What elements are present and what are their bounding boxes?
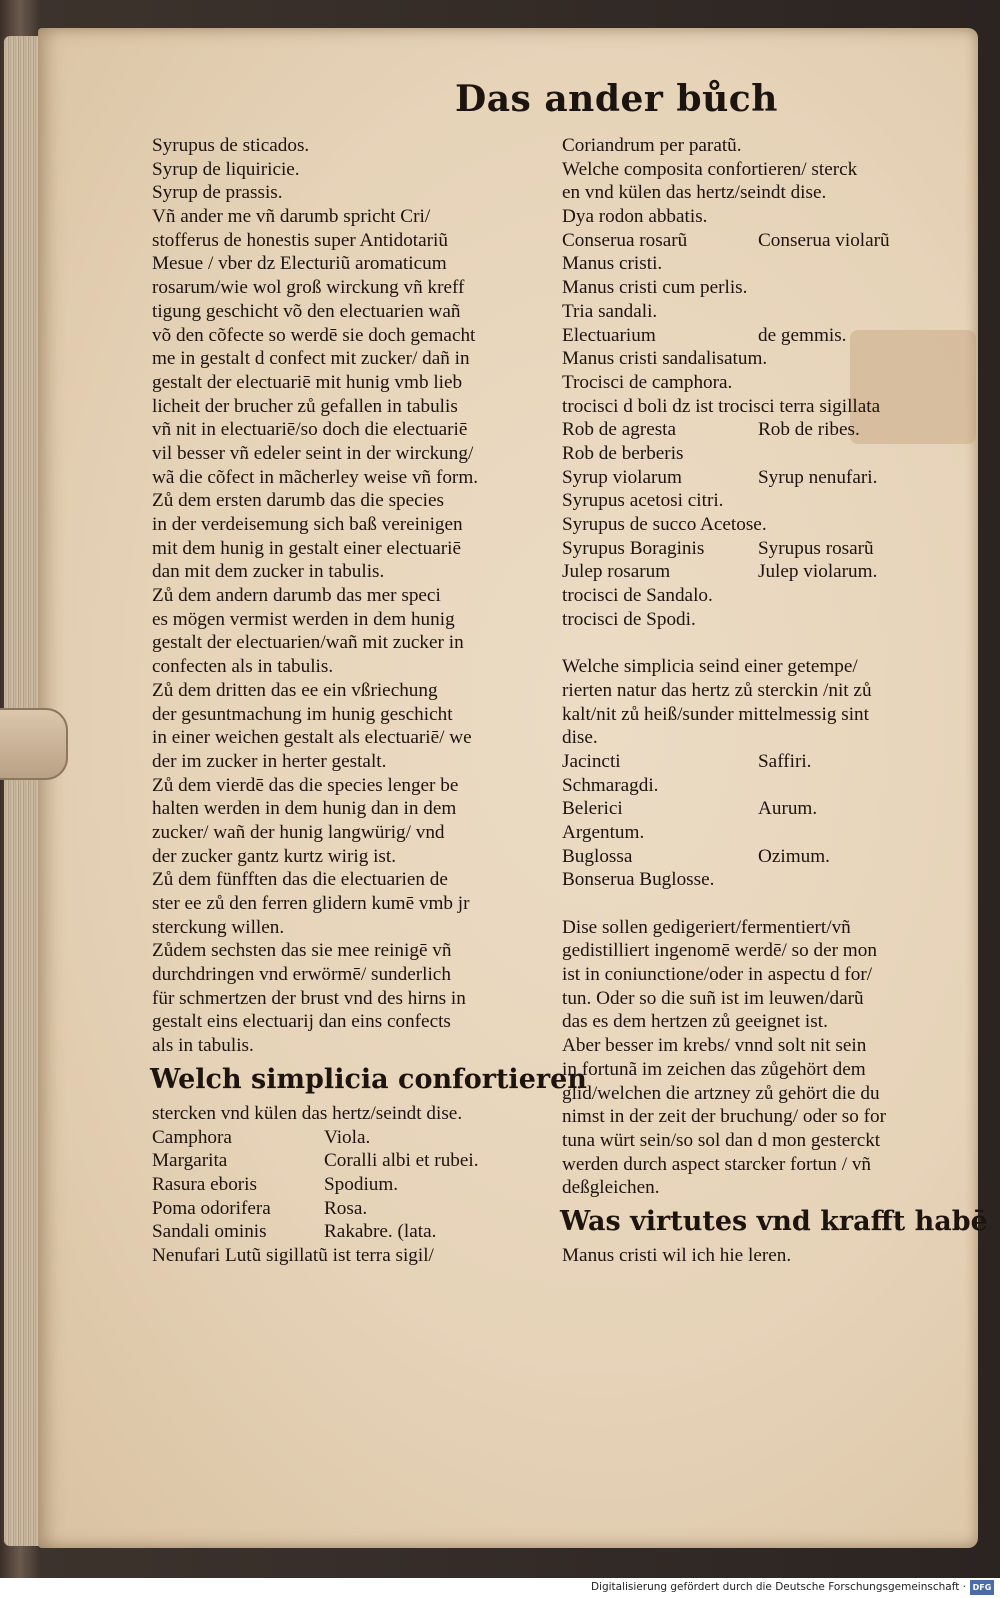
- list-item: [152, 1197, 540, 1221]
- item-second: Rosa.: [324, 1197, 368, 1219]
- text-line: trocisci de Sandalo.: [562, 585, 713, 607]
- text-line: Welche composita confortieren/ sterck: [562, 158, 858, 180]
- right-pairs-3: [562, 418, 944, 442]
- item-second: de gemmis.: [758, 324, 847, 346]
- text-line: tigung geschicht võ den electuarien wañ: [152, 300, 461, 322]
- dfg-logo: DFG: [970, 1580, 994, 1595]
- list-item: [562, 845, 944, 869]
- item-first: Camphora: [152, 1126, 232, 1148]
- running-title: Das ander bůch: [455, 78, 778, 120]
- item-first: Syrupus Boraginis: [562, 537, 705, 559]
- text-line: Zů dem andern darumb das mer speci: [152, 585, 441, 607]
- text-line: Zů dem dritten das ee ein vßriechung: [152, 679, 438, 701]
- text-line: licheit der brucher zů gefallen in tabulis: [152, 395, 458, 417]
- text-line: Syrupus acetosi citri.: [562, 490, 724, 512]
- text-line: Zů dem vierdē das die species lenger be: [152, 774, 459, 796]
- right-list-5: [562, 489, 944, 536]
- text-line: vil besser vñ edeler seint in der wirckung/: [152, 442, 474, 464]
- right-composita-intro: [562, 134, 944, 229]
- digitization-credit: Digitalisierung gefördert durch die Deutsche Forschungsgemeinschaft ·: [590, 1581, 966, 1593]
- item-first: Poma odorifera: [152, 1197, 271, 1219]
- item-second: Spodium.: [324, 1173, 399, 1195]
- text-line: es mögen vermist werden in dem hunig: [152, 608, 455, 630]
- right-pairs-8: [562, 845, 944, 869]
- spacer: [562, 631, 944, 655]
- left-text-block: [152, 134, 540, 1058]
- list-item: [562, 750, 944, 774]
- text-line: dise.: [562, 727, 598, 749]
- item-first: Jacincti: [562, 750, 621, 772]
- text-line: der im zucker in herter gestalt.: [152, 750, 387, 772]
- right-list-2: [562, 252, 944, 323]
- item-first: Belerici: [562, 798, 623, 820]
- text-line: Dya rodon abbatis.: [562, 206, 708, 228]
- right-list-7: [562, 774, 944, 798]
- item-first: Sandali ominis: [152, 1221, 267, 1243]
- left-column: [150, 134, 587, 1268]
- text-line: Aber besser im krebs/ vnnd solt nit sein: [562, 1035, 867, 1057]
- text-line: der gesuntmachung im hunig geschicht: [152, 703, 453, 725]
- text-line: Zů dem ersten darumb das die species: [152, 490, 444, 512]
- text-line: das es dem hertzen zů geeignet ist.: [562, 1011, 828, 1033]
- text-line: Dise sollen gedigeriert/fermentiert/vñ: [562, 916, 851, 938]
- text-line: durchdringen vnd erwörmē/ sunderlich: [152, 964, 451, 986]
- right-paragraph: [562, 916, 944, 1200]
- text-line: rierten natur das hertz zů sterckin /nit zů: [562, 679, 872, 701]
- text-line: Manus cristi sandalisatum.: [562, 348, 768, 370]
- text-line: Schmaragdi.: [562, 774, 659, 796]
- list-item: [562, 797, 944, 821]
- text-line: gestalt eins electuarij dan eins confects: [152, 1011, 451, 1033]
- item-second: Syrupus rosarũ: [758, 537, 874, 559]
- text-line: Manus cristi.: [562, 253, 663, 275]
- item-second: Rakabre. (lata.: [324, 1221, 437, 1243]
- item-first: Margarita: [152, 1150, 228, 1172]
- text-line: tuna würt sein/so sol dan d mon gesterckt: [562, 1129, 881, 1151]
- right-last-line: Manus cristi wil ich hie leren.: [562, 1244, 792, 1266]
- spacer: [562, 892, 944, 916]
- right-list-9: [562, 868, 944, 892]
- item-second: Syrup nenufari.: [758, 466, 878, 488]
- list-item: [562, 537, 944, 561]
- right-list-4: [562, 442, 944, 466]
- book-page-edges: [4, 36, 40, 1546]
- text-line: werden durch aspect starcker fortun / vñ: [562, 1153, 872, 1175]
- text-line: in fortunã im zeichen das zůgehört dem: [562, 1058, 866, 1080]
- text-line: rosarum/wie wol groß wirckung vñ kreff: [152, 277, 465, 299]
- list-item: [562, 229, 944, 253]
- text-line: confecten als in tabulis.: [152, 656, 334, 678]
- text-line: Syrup de prassis.: [152, 182, 283, 204]
- text-line: Zůdem sechsten das sie mee reinigē vñ: [152, 940, 452, 962]
- left-simplicia-list: [152, 1126, 540, 1244]
- right-pairs-7: [562, 797, 944, 821]
- text-line: võ den cõfecte so werdē sie doch gemacht: [152, 324, 476, 346]
- right-pairs-6: [562, 750, 944, 774]
- text-line: Syrupus de sticados.: [152, 135, 310, 156]
- text-line: mit dem hunig in gestalt einer electuariē: [152, 537, 462, 559]
- bookmark-tab: [0, 708, 68, 780]
- right-pairs-2: [562, 324, 944, 348]
- text-line: trocisci de Spodi.: [562, 608, 696, 630]
- text-line: gestalt der electuarien/wañ mit zucker in: [152, 632, 464, 654]
- text-line: halten werden in dem hunig dan in dem: [152, 798, 457, 820]
- footer-bar: [0, 1578, 1000, 1598]
- list-item: [562, 560, 944, 584]
- item-second: Rob de ribes.: [758, 419, 860, 441]
- text-line: für schmertzen der brust vnd des hirns in: [152, 987, 466, 1009]
- text-line: gestalt der electuariē mit hunig vmb lieb: [152, 371, 463, 393]
- text-line: Vñ ander me vñ darumb spricht Cri/: [152, 206, 431, 228]
- item-second: Aurum.: [758, 798, 818, 820]
- text-line: ster ee zů den ferren glidern kumē vmb jr: [152, 893, 470, 914]
- item-second: Coralli albi et rubei.: [324, 1150, 479, 1172]
- text-line: deßgleichen.: [562, 1177, 660, 1199]
- item-second: Conserua violarũ: [758, 229, 890, 251]
- text-line: glid/welchen die artzney zů gehört die du: [562, 1082, 880, 1104]
- text-line: tun. Oder so die suñ ist im leuwen/darũ: [562, 987, 864, 1009]
- right-list-8: [562, 821, 944, 845]
- text-line: zucker/ wañ der hunig langwürig/ vnd: [152, 821, 445, 843]
- item-first: Rob de agresta: [562, 419, 677, 441]
- list-item: [562, 324, 944, 348]
- item-second: Julep violarum.: [758, 561, 878, 583]
- right-simplicia-intro: [562, 655, 944, 750]
- text-line: Zů dem fünfften das die electuarien de: [152, 869, 448, 891]
- text-line: nimst in der zeit der bruchung/ oder so for: [562, 1106, 886, 1128]
- text-line: Bonserua Buglosse.: [562, 869, 715, 891]
- item-first: Buglossa: [562, 845, 633, 867]
- text-line: der zucker gantz kurtz wirig ist.: [152, 845, 397, 867]
- item-first: Julep rosarum: [562, 561, 671, 583]
- right-list-3: [562, 347, 944, 418]
- text-line: en vnd külen das hertz/seindt dise.: [562, 182, 827, 204]
- item-first: Electuarium: [562, 324, 656, 346]
- text-line: Trocisci de camphora.: [562, 371, 733, 393]
- right-pairs-4: [562, 466, 944, 490]
- item-first: Conserua rosarũ: [562, 229, 688, 251]
- text-line: stofferus de honestis super Antidotariũ: [152, 229, 448, 251]
- text-line: in einer weichen gestalt als electuariē/ we: [152, 727, 472, 749]
- item-second: Saffiri.: [758, 750, 812, 772]
- text-line: Rob de berberis: [562, 442, 684, 464]
- text-line: Mesue / vber dz Electuriũ aromaticum: [152, 253, 447, 275]
- text-line: Syrup de liquiricie.: [152, 158, 300, 180]
- right-column: [560, 134, 988, 1268]
- list-item: [562, 418, 944, 442]
- left-section-heading: Welch simplicia confortieren: [150, 1063, 587, 1095]
- item-second: Ozimum.: [758, 845, 830, 867]
- right-pairs-1: [562, 229, 944, 253]
- list-item: [562, 466, 944, 490]
- list-item: [152, 1220, 540, 1244]
- text-line: sterckung willen.: [152, 916, 285, 938]
- text-line: Welche simplicia seind einer getempe/: [562, 656, 858, 678]
- text-line: als in tabulis.: [152, 1035, 254, 1057]
- text-line: wã die cõfect in mãcherley weise vñ form.: [152, 466, 479, 488]
- item-second: Viola.: [324, 1126, 371, 1148]
- list-item: [152, 1173, 540, 1197]
- text-line: me in gestalt d confect mit zucker/ dañ in: [152, 348, 470, 370]
- text-line: Argentum.: [562, 821, 645, 843]
- text-line: dan mit dem zucker in tabulis.: [152, 561, 385, 583]
- text-line: gedistilliert ingenomē werdē/ so der mon: [562, 940, 877, 962]
- text-line: Tria sandali.: [562, 300, 658, 322]
- left-heading-subline: stercken vnd külen das hertz/seindt dise.: [152, 1102, 463, 1124]
- text-line: kalt/nit zů heiß/sunder mittelmessig sint: [562, 703, 869, 725]
- text-line: trocisci d boli dz ist trocisci terra sigillata: [562, 395, 881, 417]
- text-line: vñ nit in electuariē/so doch die electuariē: [152, 419, 468, 441]
- text-line: Manus cristi cum perlis.: [562, 277, 748, 299]
- item-first: Syrup violarum: [562, 466, 682, 488]
- right-pairs-5: [562, 537, 944, 584]
- right-list-6: [562, 584, 944, 631]
- item-first: Rasura eboris: [152, 1173, 257, 1195]
- left-last-line: Nenufari Lutũ sigillatũ ist terra sigil/: [152, 1244, 434, 1266]
- text-line: in der verdeisemung sich baß vereinigen: [152, 514, 463, 535]
- list-item: [152, 1126, 540, 1150]
- text-line: Coriandrum per paratũ.: [562, 135, 742, 156]
- right-section-heading: Was virtutes vnd krafft habē: [560, 1205, 988, 1237]
- text-line: Syrupus de succo Acetose.: [562, 514, 767, 535]
- list-item: [152, 1149, 540, 1173]
- text-line: ist in coniunctione/oder in aspectu d for/: [562, 964, 873, 986]
